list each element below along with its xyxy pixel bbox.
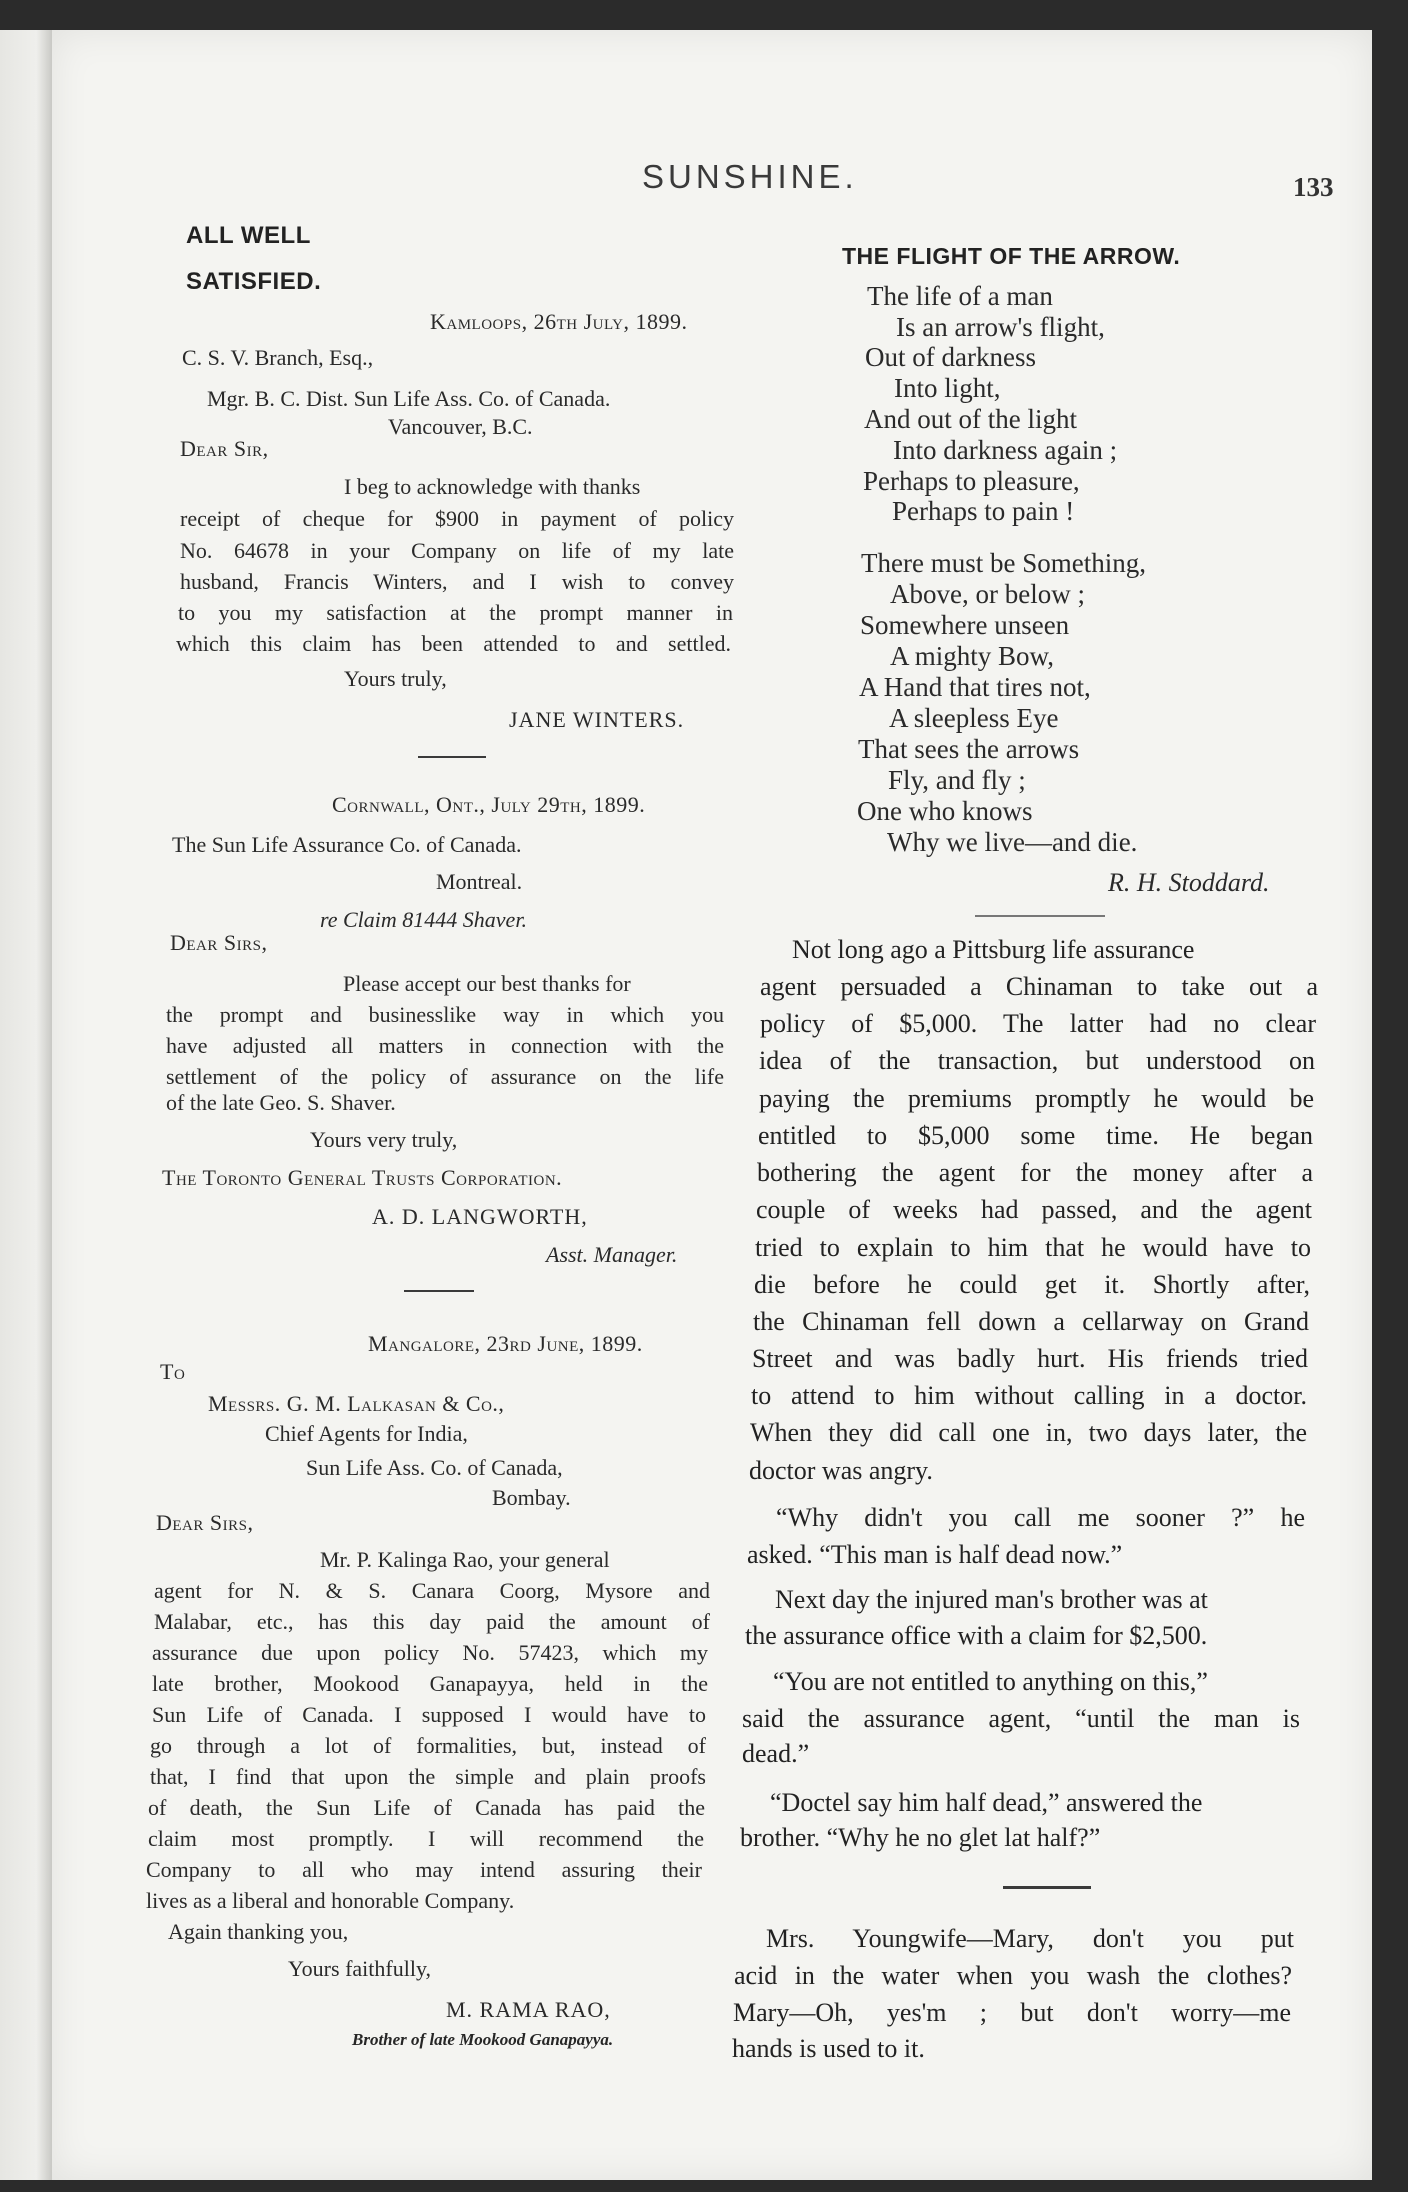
poem-line: Into light, xyxy=(894,373,1001,403)
anecdote-line: brother. “Why he no glet lat half?” xyxy=(740,1823,1101,1852)
poem-line: Into darkness again ; xyxy=(893,435,1118,465)
poem-line: Out of darkness xyxy=(865,342,1036,372)
anecdote-line: “You are not entitled to anything on this,” xyxy=(773,1667,1208,1696)
letter3-body-line: lives as a liberal and honorable Company. xyxy=(146,1888,515,1913)
poem-line: There must be Something, xyxy=(861,548,1146,578)
anecdote-line: die before he could get it. Shortly after, xyxy=(754,1270,1310,1299)
anecdote-line: couple of weeks had passed, and the agent xyxy=(756,1195,1312,1224)
poem-line: One who knows xyxy=(857,796,1033,826)
poem-line: The life of a man xyxy=(867,281,1053,311)
letter3-body-line: Malabar, etc., has this day paid the amount of xyxy=(154,1609,710,1634)
letter3-signatory-relation: Brother of late Mookood Ganapayya. xyxy=(352,2030,614,2049)
letter3-to: To xyxy=(160,1359,186,1384)
section-separator xyxy=(975,915,1105,917)
letter3-addressee-city: Bombay. xyxy=(492,1485,571,1510)
letter1-addressee-city: Vancouver, B.C. xyxy=(388,414,533,439)
poem-line: Perhaps to pleasure, xyxy=(863,466,1080,496)
letter2-addressee-company: The Sun Life Assurance Co. of Canada. xyxy=(172,832,522,857)
anecdote-line: agent persuaded a Chinaman to take out a xyxy=(760,972,1318,1001)
letter3-body-line: assurance due upon policy No. 57423, which my xyxy=(152,1640,708,1665)
letter3-body-line: of death, the Sun Life of Canada has paid the xyxy=(148,1795,705,1820)
letter2-signatory-title: Asst. Manager. xyxy=(546,1242,678,1267)
letter1-body-line: I beg to acknowledge with thanks xyxy=(344,474,641,499)
poem-line: That sees the arrows xyxy=(858,734,1080,764)
letters-separator xyxy=(418,756,486,758)
letter1-body-line: receipt of cheque for $900 in payment of policy xyxy=(180,506,734,531)
letters-separator xyxy=(404,1290,474,1292)
poem-author: R. H. Stoddard. xyxy=(1108,868,1270,897)
letter2-dateline: Cornwall, Ont., July 29th, 1899. xyxy=(332,792,646,817)
letter2-salutation: Dear Sirs, xyxy=(170,930,268,955)
letter3-body-line: Mr. P. Kalinga Rao, your general xyxy=(320,1547,610,1572)
letter3-body-line: Company to all who may intend assuring their xyxy=(146,1857,702,1882)
poem-line: A sleepless Eye xyxy=(889,703,1059,733)
letter3-body-line: agent for N. & S. Canara Coorg, Mysore and xyxy=(154,1578,710,1603)
letter3-thanks: Again thanking you, xyxy=(168,1919,349,1944)
dialogue-line: hands is used to it. xyxy=(732,2034,925,2063)
letter1-closing: Yours truly, xyxy=(344,666,447,691)
anecdote-line: policy of $5,000. The latter had no clear xyxy=(760,1009,1316,1038)
letter1-signature: JANE WINTERS. xyxy=(509,707,685,732)
letter1-addressee-office: Mgr. B. C. Dist. Sun Life Ass. Co. of Canada. xyxy=(207,386,611,411)
anecdote-line: “Doctel say him half dead,” answered the xyxy=(770,1788,1203,1817)
letter3-body-line: Sun Life of Canada. I supposed I would have to xyxy=(152,1702,706,1727)
anecdote-line: entitled to $5,000 some time. He began xyxy=(758,1121,1313,1150)
dialogue-line: acid in the water when you wash the clothes? xyxy=(734,1961,1292,1990)
page-number: 133 xyxy=(1293,172,1334,202)
anecdote-line: said the assurance agent, “until the man is xyxy=(742,1704,1300,1733)
letter3-dateline: Mangalore, 23rd June, 1899. xyxy=(368,1331,643,1356)
anecdote-line: Next day the injured man's brother was at xyxy=(775,1585,1208,1614)
anecdote-line: paying the premiums promptly he would be xyxy=(759,1084,1314,1113)
letter2-signature: A. D. LANGWORTH, xyxy=(372,1204,588,1229)
letter3-addressee-company: Sun Life Ass. Co. of Canada, xyxy=(306,1455,563,1480)
poem-line: Somewhere unseen xyxy=(860,610,1070,640)
letter1-body-line: to you my satisfaction at the prompt manner in xyxy=(178,600,733,625)
anecdote-line: dead.” xyxy=(742,1739,810,1768)
anecdote-line: idea of the transaction, but understood on xyxy=(759,1046,1315,1075)
letter3-signature: M. RAMA RAO, xyxy=(446,1997,611,2022)
letter3-addressee-firm: Messrs. G. M. Lalkasan & Co., xyxy=(208,1391,505,1416)
letter2-body-line: settlement of the policy of assurance on the life xyxy=(166,1064,724,1089)
anecdote-line: asked. “This man is half dead now.” xyxy=(747,1540,1123,1569)
letter2-addressee-city: Montreal. xyxy=(436,869,523,894)
anecdote-line: Street and was badly hurt. His friends tried xyxy=(752,1344,1308,1373)
poem-line: And out of the light xyxy=(864,404,1077,434)
letter2-corporation: The Toronto General Trusts Corporation. xyxy=(162,1165,563,1190)
letter3-addressee-role: Chief Agents for India, xyxy=(265,1421,468,1446)
poem-line: A mighty Bow, xyxy=(890,641,1055,671)
letters-heading-line1: ALL WELL xyxy=(186,222,311,249)
letter1-salutation: Dear Sir, xyxy=(180,436,269,461)
letter2-body-line: of the late Geo. S. Shaver. xyxy=(166,1090,396,1115)
section-separator xyxy=(1003,1886,1091,1889)
anecdote-line: bothering the agent for the money after a xyxy=(757,1158,1313,1187)
letter1-body-line: which this claim has been attended to and settled. xyxy=(176,631,731,656)
letter3-body-line: go through a lot of formalities, but, instead of xyxy=(150,1733,706,1758)
letter1-body-line: husband, Francis Winters, and I wish to convey xyxy=(180,569,734,594)
book-spine xyxy=(0,30,52,2180)
letter2-body-line: the prompt and businesslike way in which you xyxy=(166,1002,724,1027)
anecdote-line: to attend to him without calling in a doctor. xyxy=(751,1381,1307,1410)
dialogue-line: Mrs. Youngwife—Mary, don't you put xyxy=(766,1924,1294,1953)
dialogue-line: Mary—Oh, yes'm ; but don't worry—me xyxy=(733,1998,1291,2027)
letter1-body-line: No. 64678 in your Company on life of my late xyxy=(180,538,734,563)
letter3-body-line: late brother, Mookood Ganapayya, held in the xyxy=(152,1671,708,1696)
poem-line: Above, or below ; xyxy=(890,579,1085,609)
anecdote-line: “Why didn't you call me sooner ?” he xyxy=(776,1503,1305,1532)
letter3-closing: Yours faithfully, xyxy=(288,1956,432,1981)
poem-line: Is an arrow's flight, xyxy=(896,312,1105,342)
anecdote-line: the Chinaman fell down a cellarway on Grand xyxy=(753,1307,1309,1336)
poem-title: THE FLIGHT OF THE ARROW. xyxy=(842,243,1181,269)
letter1-dateline: Kamloops, 26th July, 1899. xyxy=(430,309,688,334)
letter1-addressee-name: C. S. V. Branch, Esq., xyxy=(182,345,374,370)
letter2-claim-reference: re Claim 81444 Shaver. xyxy=(320,907,527,932)
anecdote-line: Not long ago a Pittsburg life assurance xyxy=(792,935,1195,964)
poem-line: Perhaps to pain ! xyxy=(892,496,1075,526)
anecdote-line: tried to explain to him that he would have to xyxy=(755,1233,1311,1262)
poem-line: Why we live—and die. xyxy=(887,827,1138,857)
letter3-salutation: Dear Sirs, xyxy=(156,1510,254,1535)
letter3-body-line: that, I find that upon the simple and plain proofs xyxy=(150,1764,706,1789)
letter2-body-line: Please accept our best thanks for xyxy=(343,971,631,996)
anecdote-line: When they did call one in, two days later, the xyxy=(750,1418,1307,1447)
running-head: SUNSHINE. xyxy=(642,158,858,195)
anecdote-line: doctor was angry. xyxy=(749,1456,933,1485)
letter2-body-line: have adjusted all matters in connection with the xyxy=(166,1033,724,1058)
letters-heading-line2: SATISFIED. xyxy=(186,268,322,295)
anecdote-line: the assurance office with a claim for $2,500. xyxy=(745,1621,1208,1650)
poem-line: Fly, and fly ; xyxy=(888,765,1026,795)
poem-line: A Hand that tires not, xyxy=(859,672,1091,702)
letter3-body-line: claim most promptly. I will recommend the xyxy=(148,1826,704,1851)
letter2-closing: Yours very truly, xyxy=(310,1127,458,1152)
